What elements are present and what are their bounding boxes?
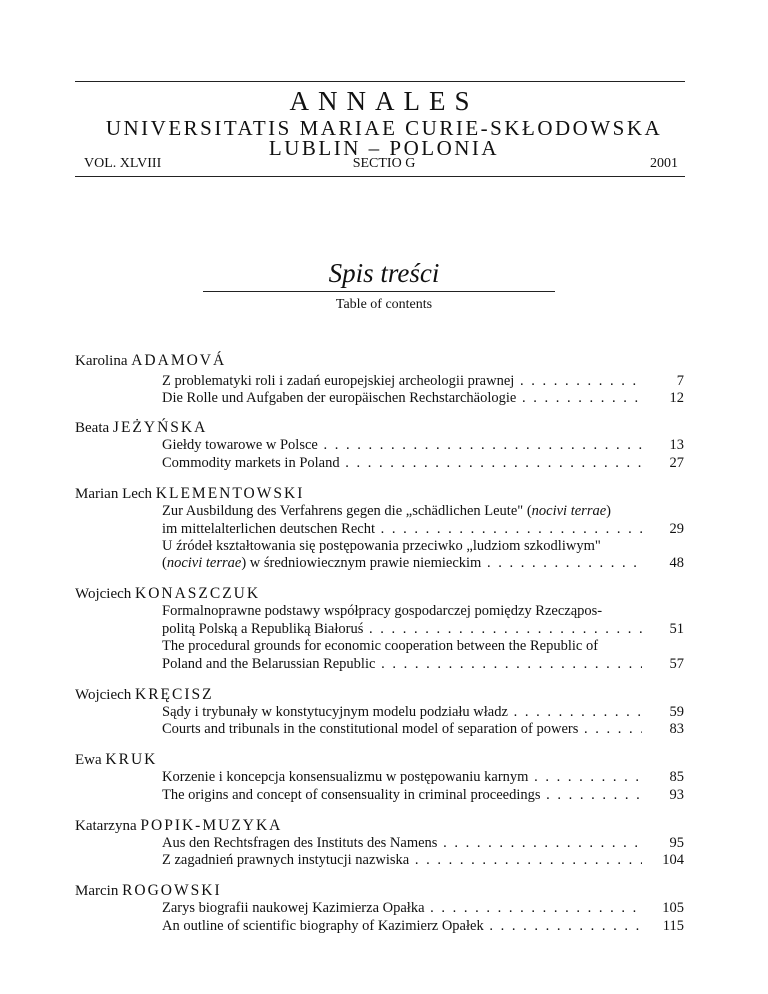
page-number: 12 bbox=[669, 390, 684, 406]
article-title: Poland and the Belarussian Republic . . . bbox=[162, 655, 642, 673]
article-title: Korzenie i koncepcja konsensualizmu w postępowaniu karnym . . . bbox=[162, 768, 642, 786]
article-title-part: ) bbox=[606, 503, 611, 519]
author-first-name: Marian Lech bbox=[75, 486, 153, 502]
author-first-name: Katarzyna bbox=[75, 818, 137, 834]
page-number: 13 bbox=[669, 437, 684, 453]
article-title: The procedural grounds for economic cooperation between the Republic of bbox=[162, 638, 599, 654]
latin-term: nocivi terrae bbox=[531, 503, 607, 519]
page-number: 27 bbox=[669, 455, 684, 471]
latin-term: nocivi terrae bbox=[166, 555, 242, 571]
article-title: The origins and concept of consensuality in criminal proceedings . . . bbox=[162, 786, 642, 804]
article-title: politą Polską a Republiką Białoruś . . . bbox=[162, 620, 642, 638]
page-number: 115 bbox=[662, 918, 684, 934]
article-title: Aus den Rechtsfragen des Instituts des Namens . . . bbox=[162, 834, 642, 852]
author-first-name: Karolina bbox=[75, 353, 128, 369]
article-title bbox=[162, 502, 642, 520]
article-title bbox=[162, 554, 642, 572]
author-surname: KLEMENTOWSKI bbox=[155, 485, 305, 502]
author-surname: POPIK-MUZYKA bbox=[140, 817, 283, 834]
author-name bbox=[75, 419, 207, 437]
header-bottom-rule bbox=[75, 176, 685, 177]
article-title: im mittelalterlichen deutschen Recht . . . bbox=[162, 520, 642, 538]
toc-title: Spis treści bbox=[328, 258, 440, 288]
page-number: 48 bbox=[669, 555, 684, 571]
article-title-part: ) w średniowiecznym prawie niemieckim bbox=[241, 555, 482, 571]
article-title-part: Zur Ausbildung des Verfahrens gegen die „schädlichen Leute" ( bbox=[162, 503, 532, 519]
article-title: Z problematyki roli i zadań europejskiej archeologii prawnej . . . bbox=[162, 372, 642, 390]
article-title: Courts and tribunals in the constitutional model of separation of powers . . . bbox=[162, 720, 642, 738]
author-name bbox=[75, 686, 214, 704]
article-title: Sądy i trybunały w konstytucyjnym modelu podziału władz . . . bbox=[162, 703, 642, 721]
page-number: 59 bbox=[669, 704, 684, 720]
page-number: 95 bbox=[669, 835, 684, 851]
author-surname: KRĘCISZ bbox=[135, 686, 214, 703]
author-first-name: Beata bbox=[75, 420, 110, 436]
header-top-rule bbox=[75, 81, 685, 82]
page-number: 29 bbox=[669, 521, 684, 537]
page-number: 57 bbox=[669, 656, 684, 672]
university-name: UNIVERSITATIS MARIAE CURIE-SKŁODOWSKA bbox=[105, 116, 663, 140]
author-first-name: Marcin bbox=[75, 883, 119, 899]
article-title: Zarys biografii naukowej Kazimierza Opałka . . . bbox=[162, 899, 642, 917]
author-first-name: Ewa bbox=[75, 752, 102, 768]
author-name bbox=[75, 817, 282, 835]
page-number: 104 bbox=[662, 852, 684, 868]
article-title: An outline of scientific biography of Kazimierz Opałek . . . bbox=[162, 917, 642, 935]
author-name bbox=[75, 882, 222, 900]
author-name bbox=[75, 585, 260, 603]
article-title: Commodity markets in Poland . . . bbox=[162, 454, 642, 472]
article-title: U źródeł kształtowania się postępowania przeciwko „ludziom szkodliwym" bbox=[162, 538, 601, 554]
author-surname: ROGOWSKI bbox=[122, 882, 222, 899]
section-label: SECTIO G bbox=[352, 156, 416, 171]
page-number: 105 bbox=[662, 900, 684, 916]
author-first-name: Wojciech bbox=[75, 687, 132, 703]
article-title-part: ( bbox=[162, 555, 167, 571]
article-title: Die Rolle und Aufgaben der europäischen Rechstarchäologie . . . bbox=[162, 389, 642, 407]
article-title: Formalnoprawne podstawy współpracy gospodarczej pomiędzy Rzecząpos- bbox=[162, 603, 603, 619]
author-name bbox=[75, 485, 304, 503]
article-title: Giełdy towarowe w Polsce . . . bbox=[162, 436, 642, 454]
city-line: LUBLIN – POLONIA bbox=[268, 136, 500, 160]
page-number: 51 bbox=[669, 621, 684, 637]
page-number: 93 bbox=[669, 787, 684, 803]
journal-title: ANNALES bbox=[289, 86, 479, 116]
toc-title-rule bbox=[203, 291, 555, 292]
toc-subtitle: Table of contents bbox=[335, 297, 433, 312]
author-name bbox=[75, 751, 157, 769]
author-surname: ADAMOVÁ bbox=[131, 352, 227, 369]
year-label: 2001 bbox=[650, 156, 678, 171]
page-number: 83 bbox=[669, 721, 684, 737]
page-number: 7 bbox=[676, 373, 684, 389]
article-title: Z zagadnień prawnych instytucji nazwiska . . . bbox=[162, 851, 642, 869]
author-surname: KRUK bbox=[105, 751, 158, 768]
author-name bbox=[75, 352, 226, 370]
author-first-name: Wojciech bbox=[75, 586, 132, 602]
author-surname: JEŻYŃSKA bbox=[112, 419, 208, 436]
page-number: 85 bbox=[669, 769, 684, 785]
volume-label: VOL. XLVIII bbox=[84, 156, 162, 171]
author-surname: KONASZCZUK bbox=[135, 585, 261, 602]
